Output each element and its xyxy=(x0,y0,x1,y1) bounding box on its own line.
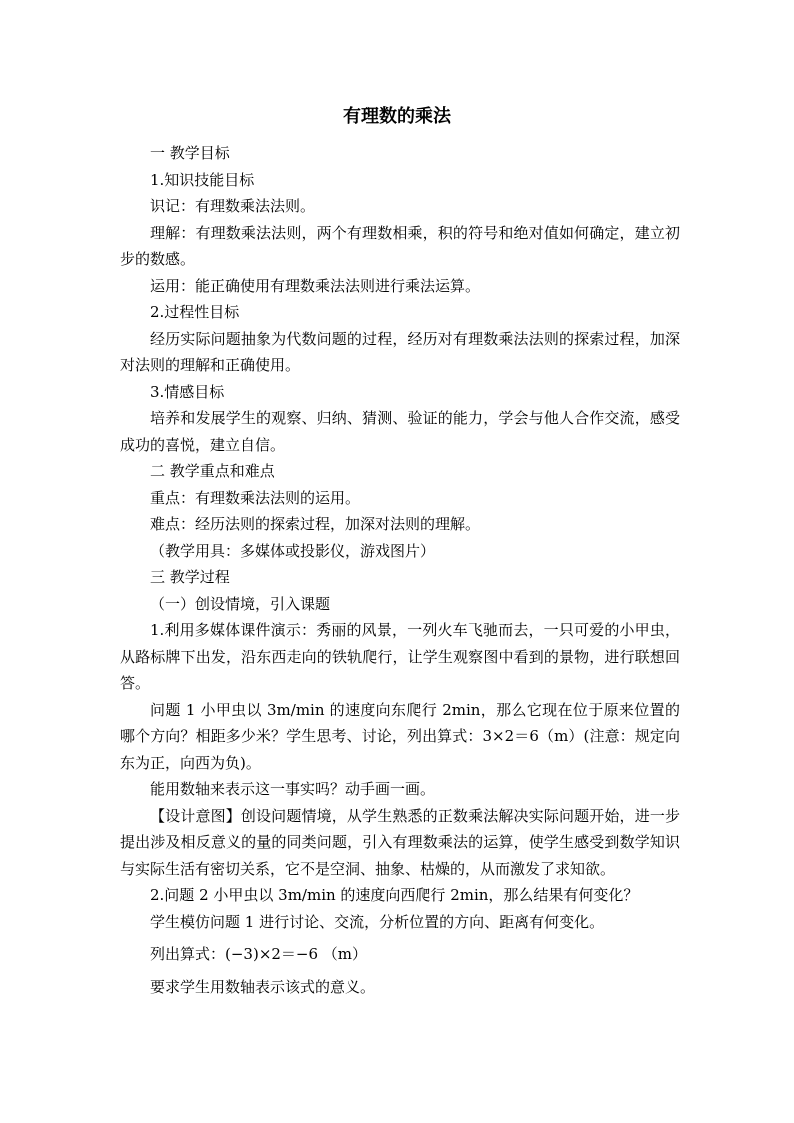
paragraph: 1.利用多媒体课件演示：秀丽的风景，一列火车飞驰而去，一只可爱的小甲虫，从路标牌下出发，沿东西走向的铁轨爬行，让学生观察图中看到的景物，进行联想回答。 xyxy=(120,621,680,692)
section-heading: 二 教学重点和难点 xyxy=(150,462,275,480)
subsection-heading: 2.过程性目标 xyxy=(150,303,240,321)
subsection-heading: 1.知识技能目标 xyxy=(150,170,255,189)
paragraph: 运用：能正确使用有理数乘法法则进行乘法运算。 xyxy=(150,276,481,295)
paragraph: 能用数轴来表示这一事实吗？动手画一画。 xyxy=(150,780,436,798)
paragraph: 识记：有理数乘法法则。 xyxy=(150,197,316,215)
paragraph: 【设计意图】创设问题情境，从学生熟悉的正数乘法解决实际问题开始，进一步提出涉及相反意义的量的同类问题，引入有理数乘法的运算，使学生感受到数学知识与实际生活有密切关系，它不是空洞、抽象、枯燥的，从而激发了求知欲。 xyxy=(120,806,680,878)
paragraph: 理解：有理数乘法法则，两个有理数相乘，积的符号和绝对值如何确定，建立初步的数感。 xyxy=(120,223,680,268)
paragraph: 要求学生用数轴表示该式的意义。 xyxy=(150,977,376,996)
document-body xyxy=(120,140,680,1000)
paragraph: 问题 1 小甲虫以 3m/min 的速度向东爬行 2min，那么它现在位于原来位置的哪个方向？相距多少米？学生思考、讨论，列出算式：3×2＝6（m）(注意：规定向东为正，向西为负)。 xyxy=(120,700,680,772)
paragraph: （教学用具：多媒体或投影仪，游戏图片） xyxy=(150,541,436,560)
paragraph: 难点：经历法则的探索过程，加深对法则的理解。 xyxy=(150,515,481,533)
paragraph: 培养和发展学生的观察、归纳、猜测、验证的能力，学会与他人合作交流，感受成功的喜悦，建立自信。 xyxy=(120,409,680,454)
section-heading: 三 教学过程 xyxy=(150,568,230,586)
paragraph: 学生模仿问题 1 进行讨论、交流，分析位置的方向、距离有何变化。 xyxy=(150,912,605,931)
subsection-heading: （一）创设情境，引入课题 xyxy=(150,594,331,613)
paragraph: 重点：有理数乘法法则的运用。 xyxy=(150,488,361,507)
paragraph: 列出算式：(−3)×2＝−6 （m） xyxy=(150,945,368,963)
paragraph: 2.问题 2 小甲虫以 3m/min 的速度向西爬行 2min，那么结果有何变化？ xyxy=(150,886,639,904)
paragraph: 经历实际问题抽象为代数问题的过程，经历对有理数乘法法则的探索过程，加深对法则的理解和正确使用。 xyxy=(120,329,680,374)
document-title: 有理数的乘法 xyxy=(343,106,451,127)
section-heading: 一 教学目标 xyxy=(150,144,230,162)
subsection-heading: 3.情感目标 xyxy=(150,382,225,401)
